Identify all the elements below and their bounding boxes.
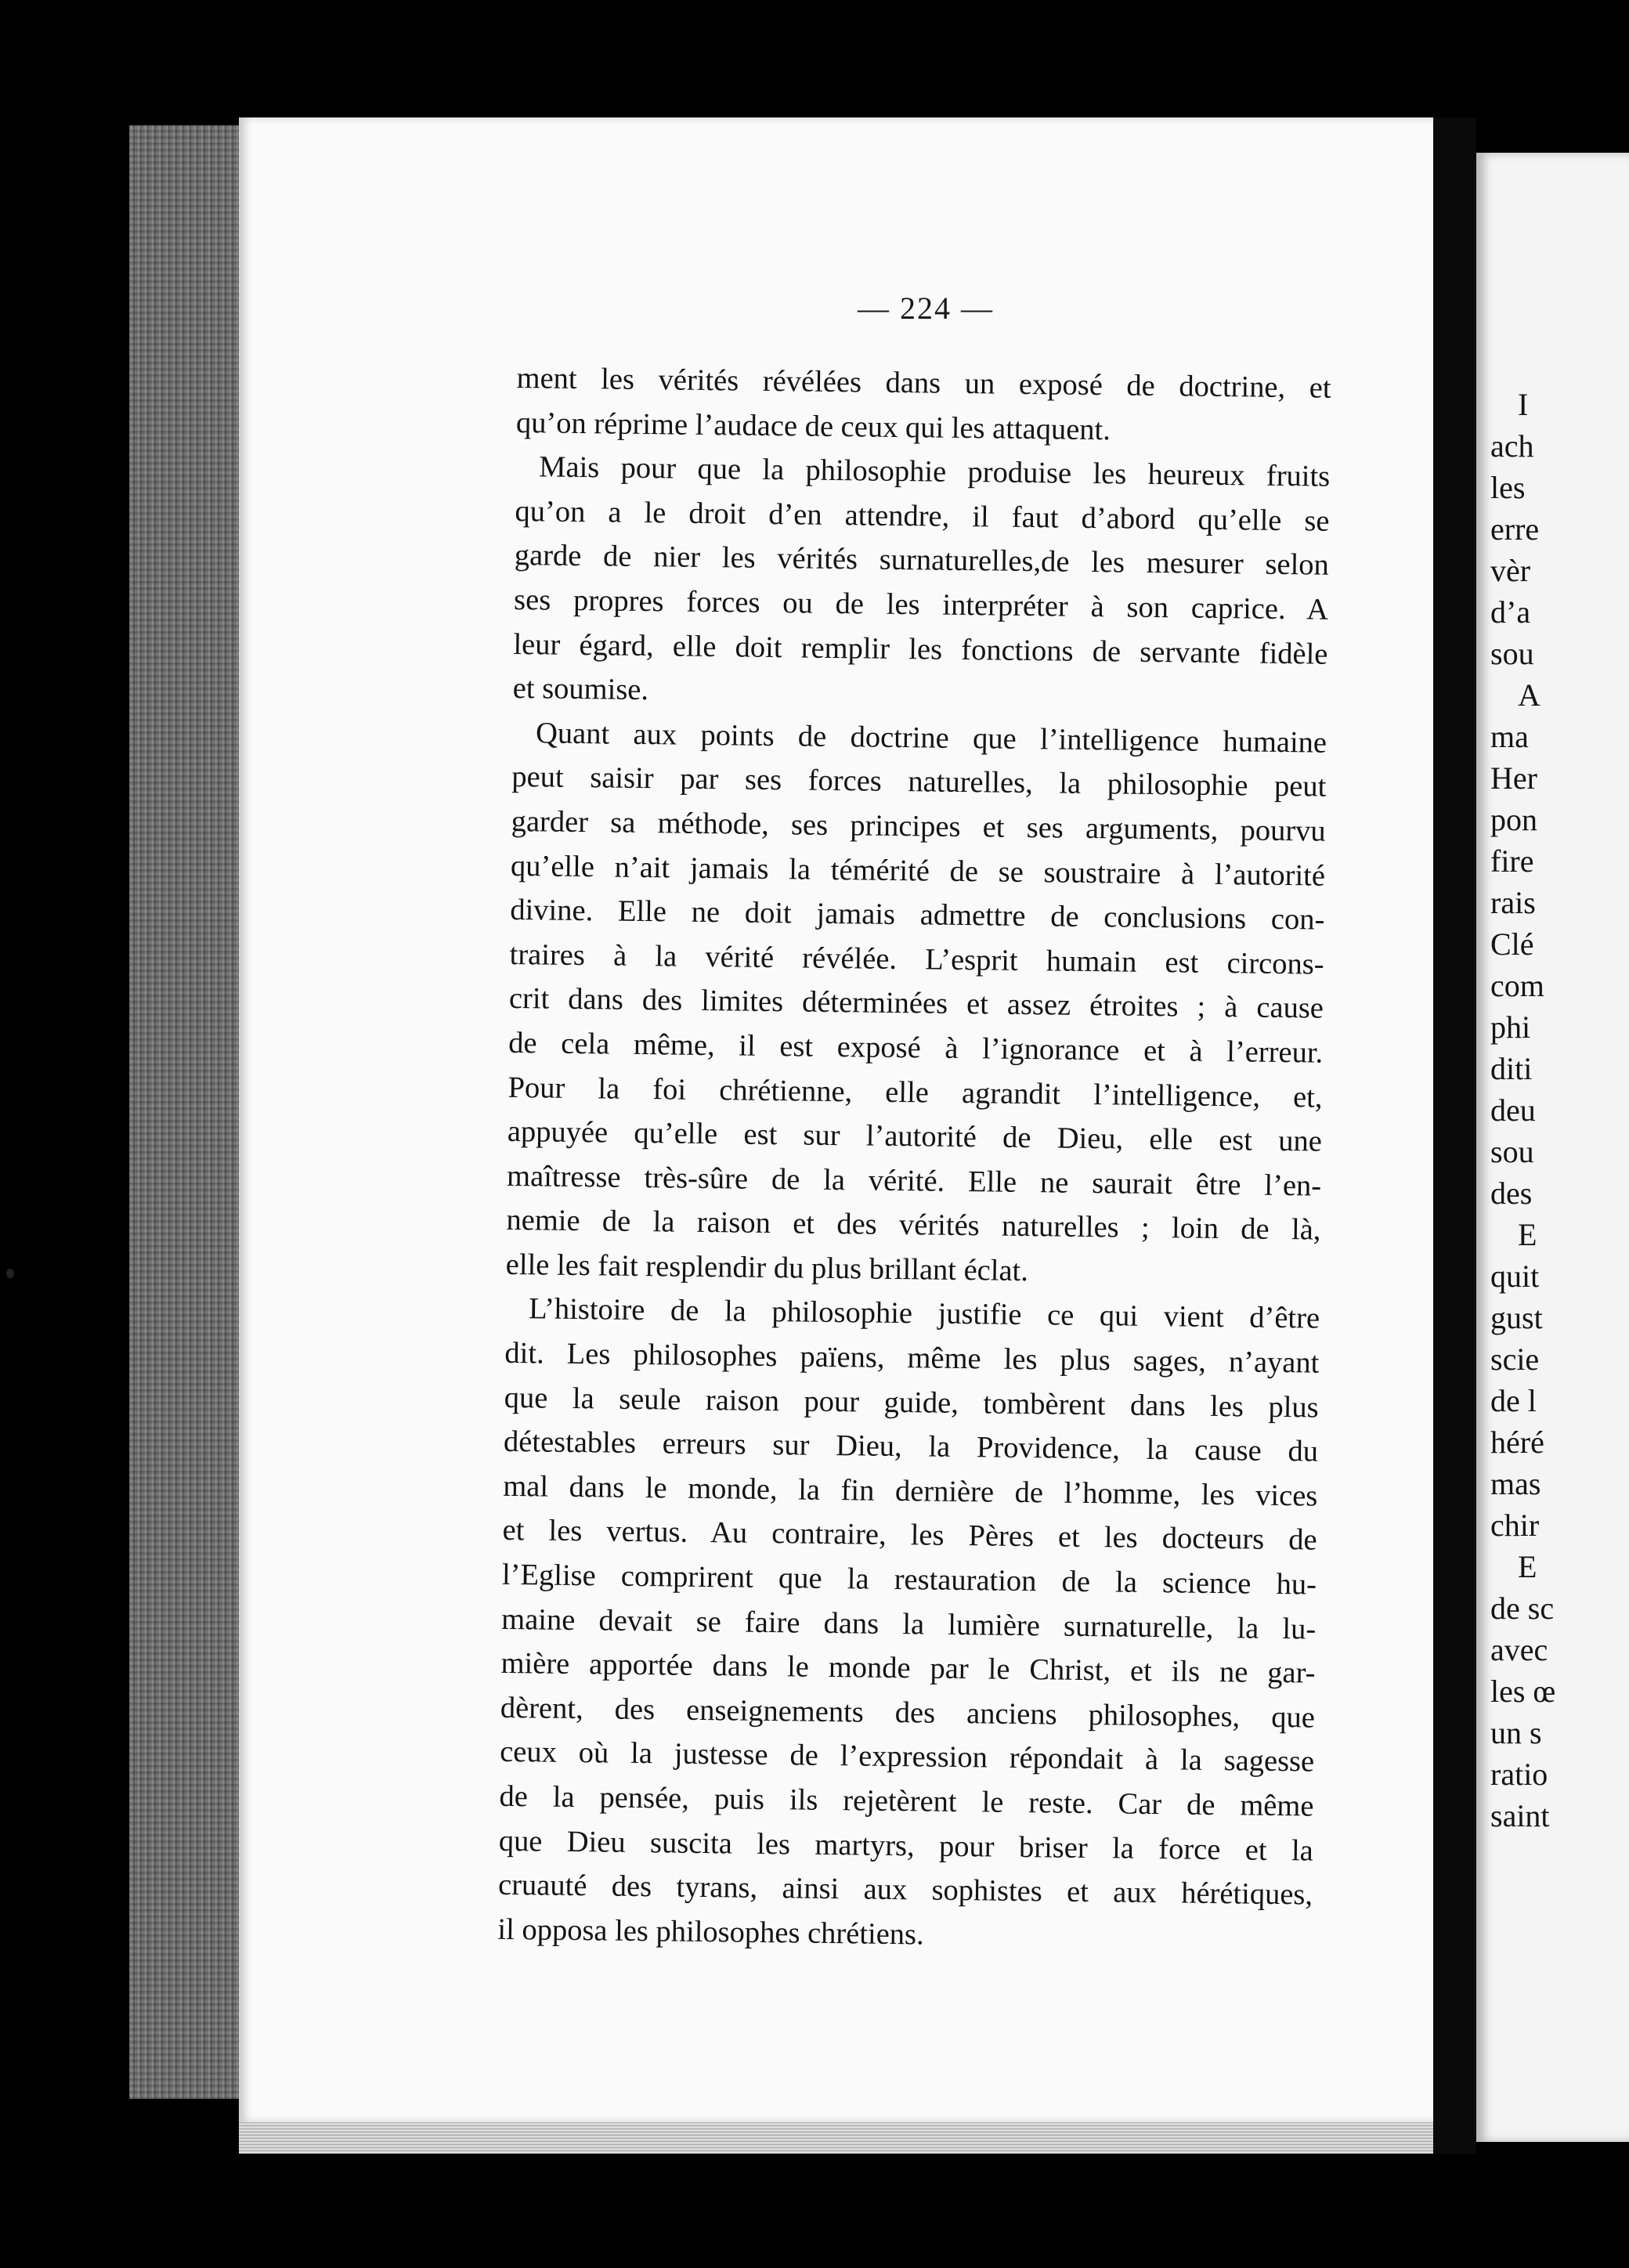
right-page-line-fragment: sou [1490, 636, 1534, 671]
right-page-partial [1476, 153, 1629, 2142]
text-line: dit. Les philosophes païens, même les plus sages, n’ayant [504, 1336, 1320, 1380]
text-line: et soumise. [512, 672, 649, 707]
right-page-line-fragment: pon [1490, 802, 1537, 837]
text-line: mal dans le monde, la fin dernière de l’homme, les vices [503, 1469, 1318, 1513]
text-line: crit dans des limites déterminées et assez étroites ; à cause [508, 982, 1324, 1025]
text-line: Pour la foi chrétienne, elle agrandit l’intelligence, et, [507, 1071, 1323, 1114]
text-line: peut saisir par ses forces naturelles, la philosophie peut [511, 760, 1327, 804]
right-page-text [1490, 384, 1629, 1836]
right-page-line-fragment: ach [1490, 428, 1534, 464]
text-line: qu’elle n’ait jamais la témérité de se soustraire à l’autorité [510, 849, 1326, 893]
right-page-line-fragment: de sc [1490, 1591, 1555, 1626]
text-line: l’Eglise comprirent que la restauration de la science hu- [501, 1558, 1317, 1602]
text-line: cruauté des tyrans, ainsi aux sophistes et aux hérétiques, [497, 1869, 1313, 1912]
right-page-line-fragment: erre [1490, 511, 1540, 547]
right-page-line-fragment: E [1518, 1549, 1537, 1584]
text-line: traires à la vérité révélée. L’esprit humain est circons- [509, 937, 1324, 981]
right-page-line-fragment: diti [1490, 1051, 1533, 1086]
right-page-line-fragment: sou [1490, 1134, 1534, 1169]
text-line: qu’on a le droit d’en attendre, il faut d’abord qu’elle se [515, 494, 1330, 538]
text-line: maine devait se faire dans la lumière surnaturelle, la lu- [501, 1602, 1317, 1646]
text-line: maîtresse très-sûre de la vérité. Elle ne saurait être l’en- [506, 1159, 1322, 1203]
text-line: et les vertus. Au contraire, les Pères et les docteurs de [502, 1514, 1317, 1558]
text-line: il opposa les philosophes chrétiens. [497, 1912, 924, 1952]
body-text [497, 356, 1331, 1962]
right-page-line-fragment: saint [1490, 1798, 1550, 1833]
right-page-line-fragment: chir [1490, 1508, 1540, 1543]
right-page-line-fragment: les [1490, 470, 1526, 505]
text-line: garde de nier les vérités surnaturelles,de les mesurer selon [514, 539, 1330, 583]
right-page-line-fragment: com [1490, 968, 1544, 1003]
right-page-line-fragment: A [1518, 677, 1541, 713]
right-page-line-fragment: quit [1490, 1259, 1540, 1294]
right-page-line-fragment: rais [1490, 885, 1536, 920]
book-page-edge [129, 125, 247, 2099]
text-line: elle les fait resplendir du plus brillant éclat. [505, 1248, 1029, 1287]
text-line: ses propres forces ou de les interpréter à son caprice. A [513, 583, 1329, 627]
text-line: de cela même, il est exposé à l’ignorance et à l’erreur. [508, 1026, 1324, 1070]
right-page-line-fragment: de l [1490, 1383, 1537, 1418]
right-page-line-fragment: gust [1490, 1300, 1543, 1335]
text-line: Mais pour que la philosophie produise les heureux fruits [539, 450, 1331, 493]
right-page-line-fragment: un s [1490, 1715, 1542, 1750]
text-line: qu’on réprime l’audace de ceux qui les attaquent. [515, 406, 1111, 446]
text-line: Quant aux points de doctrine que l’intelligence humaine [535, 717, 1327, 760]
right-page-line-fragment: avec [1490, 1632, 1548, 1667]
text-line: nemie de la raison et des vérités naturelles ; loin de là, [506, 1204, 1321, 1247]
right-page-line-fragment: I [1518, 387, 1529, 422]
right-page-line-fragment: ma [1490, 719, 1529, 754]
text-line: leur égard, elle doit remplir les fonctions de servante fidèle [513, 627, 1328, 671]
right-page-line-fragment: vèr [1490, 553, 1531, 588]
right-page-line-fragment: Her [1490, 760, 1537, 796]
page-stack-bottom [239, 2122, 1449, 2154]
right-page-line-fragment: deu [1490, 1092, 1536, 1128]
text-line: appuyée qu’elle est sur l’autorité de Dieu, elle est une [507, 1115, 1323, 1158]
right-page-line-fragment: ratio [1490, 1757, 1548, 1792]
right-page-line-fragment: héré [1490, 1425, 1544, 1460]
text-line: divine. Elle ne doit jamais admettre de conclusions con- [510, 894, 1325, 937]
text-line: que la seule raison pour guide, tombèrent dans les plus [504, 1381, 1319, 1425]
text-line: L’histoire de la philosophie justifie ce qui vient d’être [528, 1292, 1320, 1336]
right-page-line-fragment: scie [1490, 1342, 1540, 1377]
text-line: détestables erreurs sur Dieu, la Providence, la cause du [503, 1425, 1319, 1468]
text-line: de la pensée, puis ils rejetèrent le reste. Car de même [499, 1779, 1314, 1823]
text-line: dèrent, des enseignements des anciens philosophes, que [500, 1691, 1316, 1735]
right-page-line-fragment: les œ [1490, 1674, 1556, 1709]
text-line: ceux où la justesse de l’expression répondait à la sagesse [499, 1735, 1315, 1779]
text-line: garder sa méthode, ses principes et ses arguments, pourvu [511, 804, 1326, 848]
right-page-line-fragment: phi [1490, 1009, 1531, 1045]
book-gutter [1433, 117, 1476, 2154]
right-page-line-fragment: fire [1490, 843, 1534, 879]
scan-speck [6, 1269, 14, 1278]
text-line: mière apportée dans le monde par le Christ, et ils ne gar- [500, 1647, 1316, 1690]
right-page-line-fragment: mas [1490, 1466, 1541, 1501]
right-page-line-fragment: d’a [1490, 594, 1531, 630]
right-page-line-fragment: E [1518, 1217, 1537, 1252]
page-number: — 224 — [858, 291, 994, 326]
text-line: que Dieu suscita les martyrs, pour briser la force et la [498, 1824, 1314, 1868]
right-page-line-fragment: des [1490, 1176, 1533, 1211]
right-page-line-fragment: Clé [1490, 926, 1534, 962]
text-line: ment les vérités révélées dans un exposé de doctrine, et [516, 361, 1331, 405]
